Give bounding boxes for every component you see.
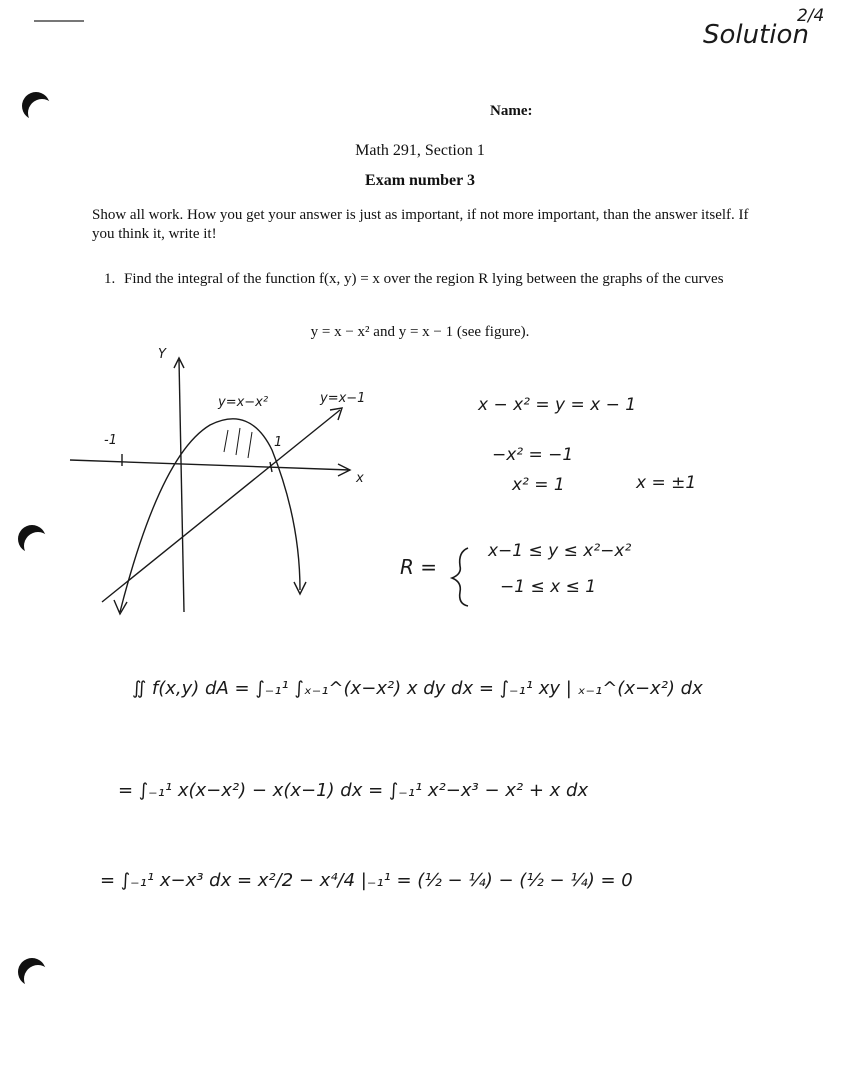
tick-label-neg-one: -1 bbox=[104, 433, 117, 448]
name-label: Name: bbox=[490, 103, 533, 119]
course-title: Math 291, Section 1 bbox=[355, 142, 485, 159]
intersection-eq-2: −x² = −1 bbox=[492, 445, 574, 465]
x-axis-label: x bbox=[356, 471, 364, 486]
instructions: Show all work. How you get your answer is just as important, if not more important, than the answer itself. If you think it, write it! bbox=[92, 207, 749, 242]
parabola-arrow-left bbox=[114, 600, 127, 614]
intersection-eq-3: x² = 1 bbox=[512, 475, 565, 495]
intersection-solution: x = ±1 bbox=[636, 473, 697, 493]
page-number: 2/4 bbox=[797, 6, 825, 26]
region-bound-y: x−1 ≤ y ≤ x²−x² bbox=[488, 541, 632, 561]
line-label: y=x−1 bbox=[320, 391, 366, 406]
solution-mark: Solution bbox=[703, 20, 809, 50]
parabola-label: y=x−x² bbox=[218, 395, 269, 410]
exam-title: Exam number 3 bbox=[365, 172, 475, 189]
tick-label-one: 1 bbox=[274, 435, 283, 450]
problem-number: 1. bbox=[104, 271, 116, 287]
y-axis bbox=[179, 360, 184, 612]
problem-text: Find the integral of the function f(x, y) = x over the region R lying between the graphs of the curves bbox=[124, 271, 724, 287]
intersection-eq-1: x − x² = y = x − 1 bbox=[478, 395, 637, 415]
region-bound-x: −1 ≤ x ≤ 1 bbox=[500, 577, 597, 597]
line-curve bbox=[102, 410, 340, 602]
y-axis-label: Y bbox=[158, 347, 166, 362]
region-hatch bbox=[224, 428, 252, 458]
region-brace bbox=[452, 548, 468, 606]
integral-step-3: = ∫₋₁¹ x−x³ dx = x²/2 − x⁴/4 |₋₁¹ = (½ − ¼) − (½ − ¼) = 0 bbox=[100, 870, 633, 891]
x-axis bbox=[70, 460, 350, 470]
integral-setup: ∬ f(x,y) dA = ∫₋₁¹ ∫ₓ₋₁^(x−x²) x dy dx = ∫₋₁¹ xy | ₓ₋₁^(x−x²) dx bbox=[132, 678, 703, 699]
region-label: R = bbox=[400, 555, 438, 579]
problem-curves: y = x − x² and y = x − 1 (see figure). bbox=[310, 324, 530, 340]
tick-one bbox=[270, 462, 272, 472]
integral-step-2: = ∫₋₁¹ x(x−x²) − x(x−1) dx = ∫₋₁¹ x²−x³ − x² + x dx bbox=[118, 780, 589, 801]
